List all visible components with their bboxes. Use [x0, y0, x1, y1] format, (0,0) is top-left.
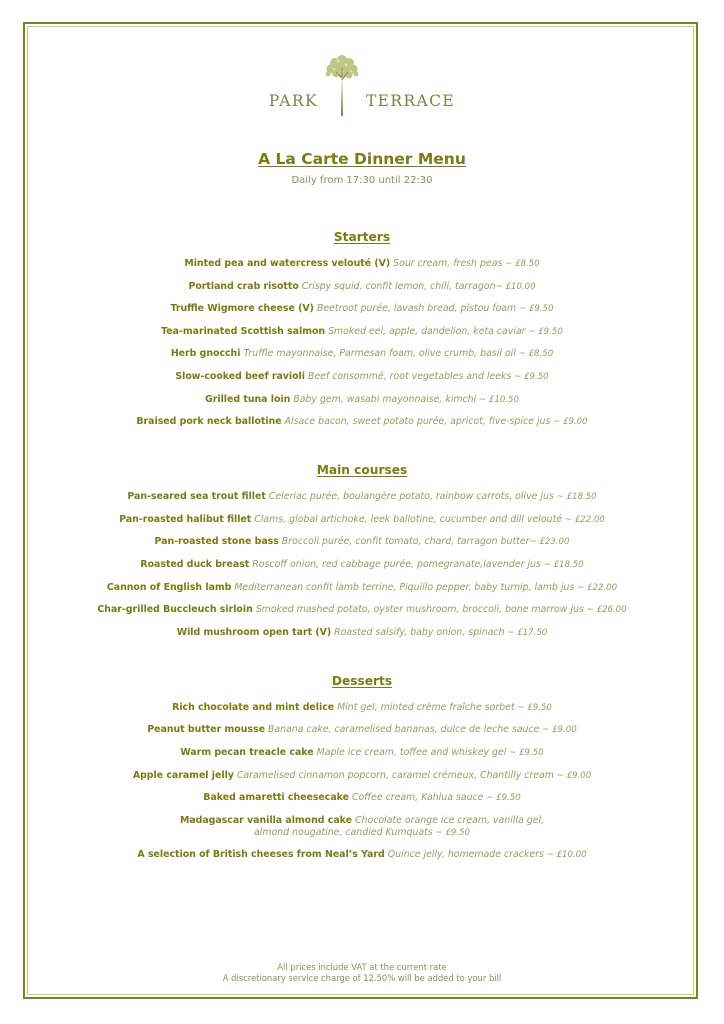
- item-name: Char-grilled Buccleuch sirloin: [97, 604, 253, 616]
- item-description: Truffle mayonnaise, Parmesan foam, olive crumb, basil oil: [243, 348, 516, 360]
- vat-note: All prices include VAT at the current rate: [277, 962, 447, 972]
- menu-item: [24, 536, 700, 548]
- menu-item: [24, 394, 700, 406]
- item-description: Crispy squid, confit lemon, chili, tarragon: [301, 280, 496, 292]
- item-description: Mediterranean confit lamb terrine, Piquillo pepper, baby turnip, lamb jus: [234, 581, 575, 593]
- menu-item: [24, 348, 700, 360]
- item-price: ~ £18.50: [540, 559, 584, 570]
- item-name: Warm pecan treacle cake: [180, 746, 314, 758]
- item-price: ~ £9.50: [432, 827, 470, 838]
- item-name: Portland crab risotto: [188, 280, 299, 292]
- item-price: ~ £9.50: [506, 747, 544, 758]
- item-price: ~ £9.00: [550, 417, 588, 428]
- menu-item: [24, 604, 700, 616]
- item-price: ~ £9.50: [514, 702, 552, 713]
- item-name: Baked amaretti cheesecake: [203, 792, 350, 804]
- item-price: ~ £23.00: [529, 537, 570, 548]
- menu-item: [24, 627, 700, 639]
- item-name: Rich chocolate and mint delice: [172, 701, 335, 713]
- item-name: Grilled tuna loin: [205, 393, 291, 405]
- item-price: ~ £8.50: [502, 259, 540, 269]
- item-name: Pan-seared sea trout fillet: [127, 491, 266, 503]
- menu-content: [24, 148, 700, 872]
- item-description: Broccoli purée, confit tomato, chard, tarragon butter: [281, 536, 530, 548]
- tree-icon: [320, 50, 364, 118]
- item-price: ~ £9.50: [483, 793, 521, 804]
- item-description: Alsace bacon, sweet potato purée, apricot, five-spice jus: [284, 416, 551, 428]
- section-main-courses: [24, 462, 700, 639]
- item-description: Smoked mashed potato, oyster mushroom, broccoli, bone marrow jus: [255, 604, 584, 616]
- item-description: Coffee cream, Kahlua sauce: [352, 792, 484, 804]
- item-price: ~ £22.00: [562, 514, 605, 525]
- menu-item: [24, 258, 700, 270]
- menu-item: [24, 792, 700, 804]
- item-description: Maple ice cream, toffee and whiskey gel: [316, 746, 507, 758]
- section-desserts: [24, 673, 700, 862]
- menu-item: [24, 416, 700, 428]
- item-description: Clams, global artichoke, leek ballotine, cucumber and dill velouté: [254, 513, 563, 525]
- item-price: ~ £26.00: [583, 605, 627, 616]
- item-description: Beetroot purée, lavash bread, pistou foam: [316, 303, 517, 315]
- logo: [0, 50, 724, 118]
- item-description: Baby gem, wasabi mayonnaise, kimchi: [293, 393, 477, 405]
- item-price: ~ £10.00: [543, 850, 587, 861]
- item-name: Truffle Wigmore cheese (V): [170, 303, 314, 315]
- item-description: Roasted salsify, baby onion, spinach: [334, 626, 505, 638]
- item-name: Tea-marinated Scottish salmon: [161, 325, 326, 337]
- item-description: Mint gel, minted crème fraîche sorbet: [337, 701, 515, 713]
- section-starters: [24, 229, 700, 428]
- menu-item: [24, 582, 700, 594]
- item-name: A selection of British cheeses from Neal’s Yard: [137, 849, 385, 861]
- item-description: Beef consommé, root vegetables and leeks: [307, 370, 512, 382]
- menu-title: A La Carte Dinner Menu: [258, 150, 466, 168]
- logo-word-right: TERRACE: [365, 92, 456, 110]
- item-name: Pan-roasted halibut fillet: [119, 513, 252, 525]
- item-name: Apple caramel jelly: [132, 769, 234, 781]
- item-price: ~ £9.00: [553, 770, 592, 781]
- item-price: ~ £9.50: [525, 326, 563, 337]
- item-name: Herb gnocchi: [170, 348, 241, 360]
- item-description: Smoked eel, apple, dandelion, keta caviar: [328, 325, 526, 337]
- item-description: Banana cake, caramelised bananas, dulce de leche sauce: [267, 724, 540, 736]
- item-name: Minted pea and watercress velouté (V): [184, 258, 391, 269]
- item-price: ~ £10.50: [476, 394, 519, 405]
- menu-item: [24, 326, 700, 338]
- item-name: Braised pork neck ballotine: [136, 416, 282, 428]
- item-price: ~ £17.50: [504, 627, 548, 638]
- menu-item: [24, 849, 700, 861]
- item-name: Slow-cooked beef ravioli: [175, 370, 305, 382]
- item-name: Pan-roasted stone bass: [154, 536, 279, 548]
- footer: [24, 962, 700, 984]
- menu-item: [24, 281, 700, 293]
- item-description-continued: almond nougatine, candied Kumquats: [254, 826, 433, 838]
- item-description: Chocolate orange ice cream, vanilla gel,: [354, 814, 545, 826]
- item-description: Caramelised cinnamon popcorn, caramel crémeux, Chantilly cream: [236, 769, 554, 781]
- menu-item: [24, 770, 700, 782]
- menu-item: [24, 559, 700, 571]
- service-charge-note: A discretionary service charge of 12.50% will be added to your bill: [222, 973, 502, 983]
- item-name: Peanut butter mousse: [147, 724, 265, 736]
- section-title: Starters: [333, 230, 391, 244]
- item-description: Roscoff onion, red cabbage purée, pomegranate,lavender jus: [252, 558, 541, 570]
- menu-hours: Daily from 17:30 until 22:30: [291, 175, 433, 186]
- section-title: Desserts: [331, 673, 393, 688]
- item-description: Sour cream, fresh peas: [393, 258, 503, 269]
- menu-item: [24, 371, 700, 383]
- item-price: ~ £22.00: [574, 582, 618, 593]
- menu-item: [24, 514, 700, 526]
- item-price: ~ £9.50: [516, 304, 554, 315]
- item-price: ~ £8.50: [515, 349, 554, 360]
- item-name: Cannon of English lamb: [106, 581, 232, 593]
- section-title: Main courses: [316, 463, 408, 478]
- menu-item: [24, 747, 700, 759]
- menu-item: [24, 815, 700, 839]
- item-description: Celeriac purée, boulangère potato, rainbow carrots, olive jus: [268, 491, 554, 503]
- item-price: ~ £18.50: [553, 492, 597, 503]
- item-price: ~ £9.50: [511, 371, 549, 382]
- menu-item: [24, 491, 700, 503]
- menu-item: [24, 303, 700, 315]
- item-name: Wild mushroom open tart (V): [176, 626, 332, 638]
- menu-item: [24, 724, 700, 736]
- item-name: Roasted duck breast: [140, 558, 250, 570]
- item-price: ~ £9.00: [539, 725, 577, 736]
- item-price: ~ £10.00: [495, 281, 536, 292]
- logo-word-left: PARK: [268, 92, 318, 110]
- menu-item: [24, 702, 700, 714]
- item-name: Madagascar vanilla almond cake: [179, 814, 352, 826]
- item-description: Quince jelly, homemade crackers: [387, 849, 544, 861]
